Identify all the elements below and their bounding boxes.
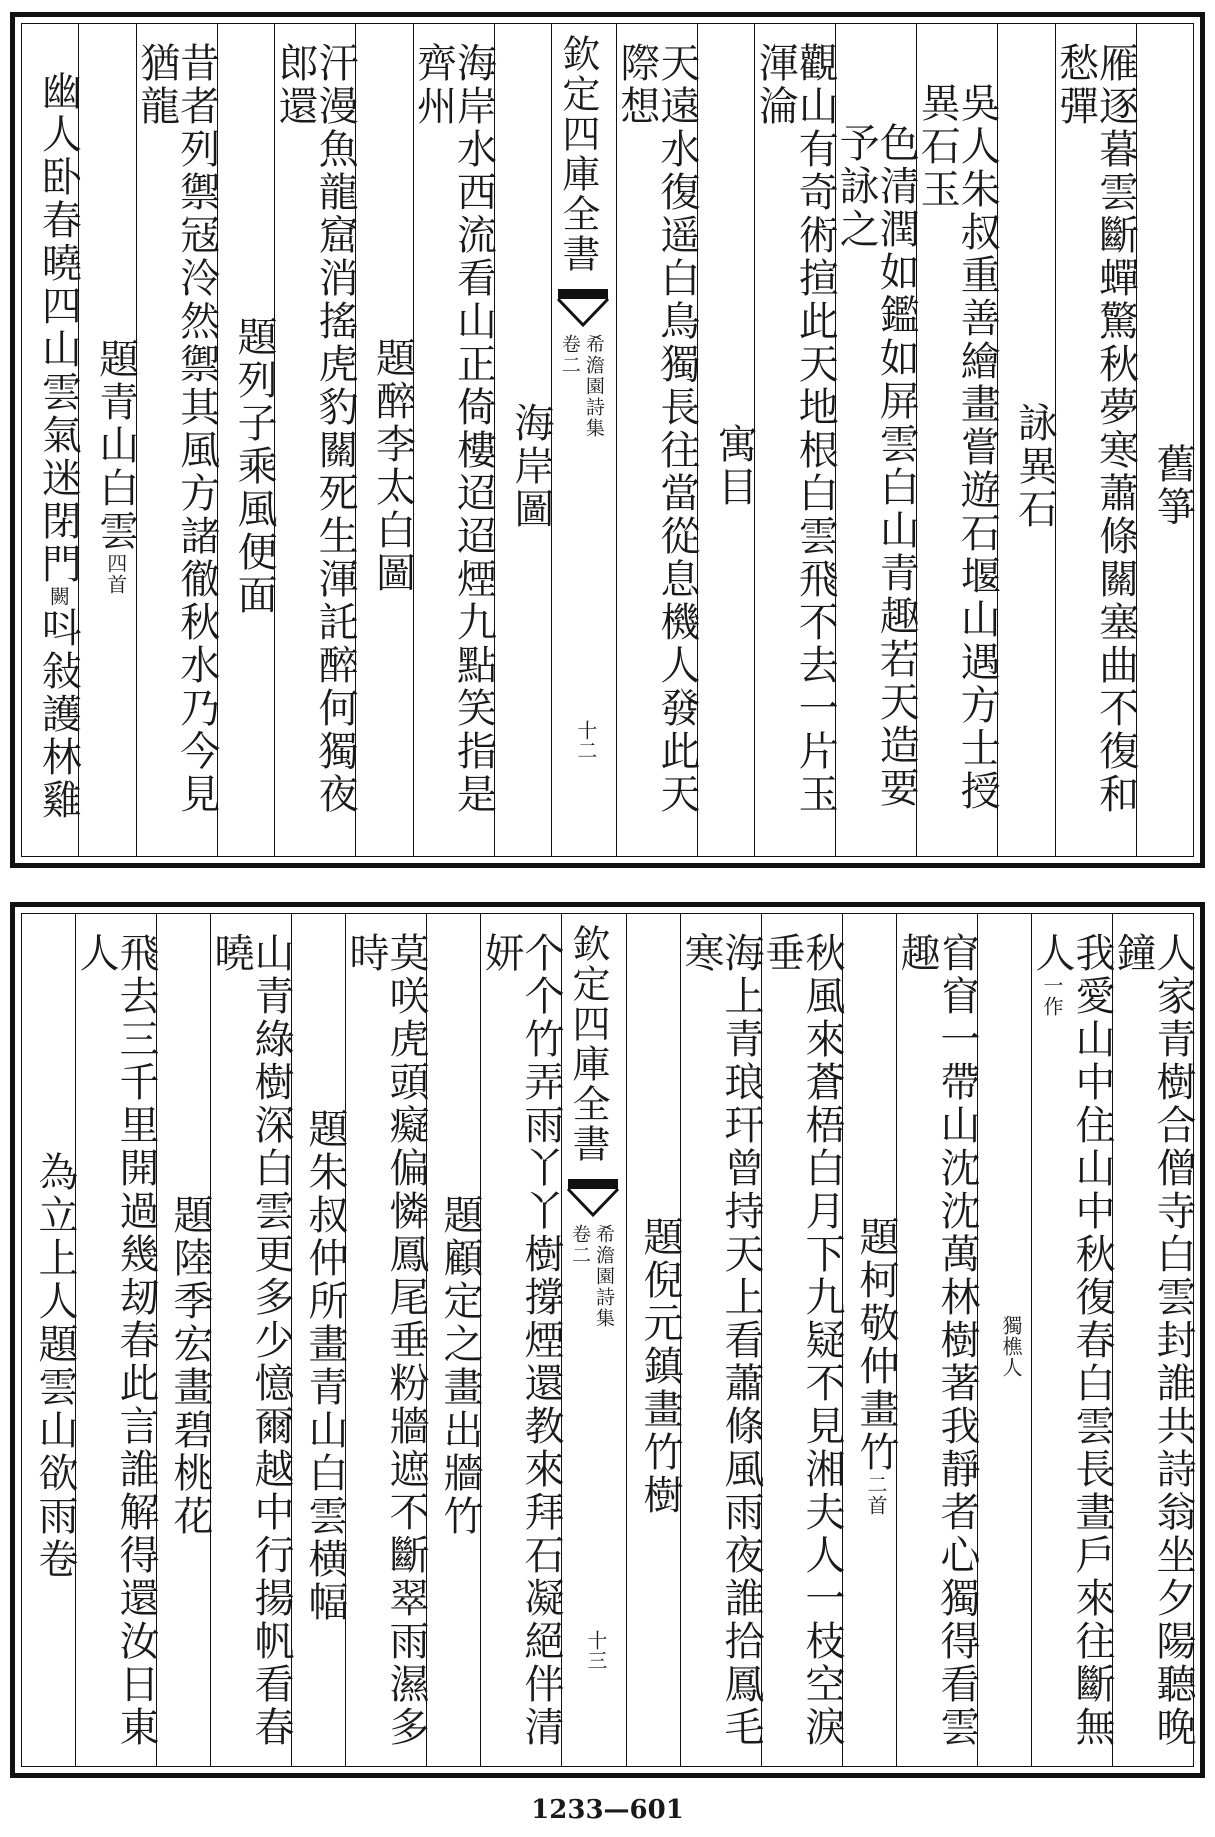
text-column <box>410 24 497 856</box>
column-text-wrap <box>133 42 220 850</box>
text-column <box>1052 24 1139 856</box>
column-text-tail: 呌敍護林雞 <box>35 607 82 822</box>
column-text: 題青山白雲 <box>92 337 139 553</box>
text-column <box>752 24 839 856</box>
annotation-note: 一作 <box>1040 975 1064 1017</box>
text-column <box>914 24 1001 856</box>
column-text: 秋風來蒼梧白月下九疑不見湘夫人一枝空淚垂 <box>759 932 845 1749</box>
column-text: 雁逐暮雲斷蟬驚秋夢寒蕭條關塞曲不復和愁彈 <box>1052 42 1139 816</box>
text-column <box>494 24 554 856</box>
column-text-wrap <box>627 1176 683 1517</box>
column-text: 海上青琅玕曾持天上看蕭條風雨夜誰拾鳳毛寒 <box>678 932 764 1749</box>
text-column <box>426 914 483 1766</box>
text-column <box>1029 914 1115 1766</box>
column-text-wrap <box>698 383 758 509</box>
text-column <box>478 914 564 1766</box>
column-text-wrap <box>478 932 564 1760</box>
text-column <box>291 914 348 1766</box>
column-text-wrap <box>613 42 700 850</box>
column-text-wrap <box>343 932 429 1760</box>
column-text: 吳人朱叔重善繪畫嘗遊石堰山遇方士授異石玉 <box>914 82 1001 813</box>
volume-label: 希澹園詩集 <box>582 334 605 439</box>
fish-tail-mark-icon <box>558 289 608 327</box>
column-text-wrap <box>1052 42 1139 850</box>
annotation-note: 四首 <box>103 552 128 595</box>
top-text-columns <box>21 23 1194 857</box>
text-column <box>355 24 416 856</box>
text-column <box>22 914 78 1766</box>
column-text-wrap <box>759 932 845 1760</box>
text-column <box>833 24 920 856</box>
column-text-wrap <box>272 42 359 850</box>
column-text-wrap <box>752 42 839 850</box>
column-text-wrap <box>998 362 1058 531</box>
text-column <box>133 24 220 856</box>
column-text: 人家青樹合僧寺白雲封誰共詩翁坐夕陽聽晚鐘 <box>1110 932 1196 1749</box>
page-number-footer: 1233—601 <box>531 1795 684 1825</box>
chapter-label: 卷二 <box>569 1224 591 1266</box>
column-text-wrap <box>914 42 1001 850</box>
column-text-wrap <box>79 298 139 595</box>
bottom-text-columns <box>21 913 1194 1767</box>
text-column <box>697 24 758 856</box>
folio-number: 十二 <box>573 720 598 760</box>
column-text: 飛去三千里開過幾刼春此言誰解得還汝日東人 <box>73 932 159 1749</box>
column-text: 寓目 <box>711 423 758 509</box>
column-text: 題列子乘風便面 <box>231 315 278 617</box>
column-text-wrap <box>978 1315 1031 1378</box>
column-text-wrap <box>157 1154 213 1538</box>
annotation-text: 獨樵人 <box>999 1314 1023 1378</box>
bottom-page <box>0 890 1215 1790</box>
text-column <box>678 914 764 1766</box>
column-text-wrap <box>843 1176 899 1516</box>
column-text: 个个竹弄雨丫丫樹撐煙還教來拜石凝絕伴清妍 <box>478 932 564 1749</box>
column-text-wrap <box>22 1111 78 1581</box>
column-text-wrap <box>894 932 980 1760</box>
column-text-wrap <box>356 297 416 595</box>
text-column <box>208 914 294 1766</box>
column-text: 汗漫魚龍窟消搖虎豹關死生渾託醉何獨夜郎還 <box>272 42 359 816</box>
folio-number: 十三 <box>584 1630 608 1670</box>
book-title: 欽定四庫全書 <box>566 924 610 1164</box>
column-text-wrap <box>833 42 920 850</box>
text-column <box>626 914 683 1766</box>
text-column <box>272 24 359 856</box>
column-text-wrap <box>218 276 278 617</box>
text-column <box>613 24 700 856</box>
column-text: 舊箏 <box>1150 443 1196 529</box>
column-text: 我愛山中住山中秋復春白雲長晝戶來往斷無人 <box>1029 932 1115 1749</box>
column-text: 題朱叔仲所畫青山白雲横幅 <box>302 1108 348 1624</box>
top-page-frame <box>10 12 1205 868</box>
column-text: 莫咲虎頭癡偏憐鳳尾垂粉牆遮不斷翠雨濕多時 <box>343 932 429 1749</box>
column-text: 為立上人題雲山欲雨卷 <box>32 1151 78 1581</box>
text-column <box>156 914 213 1766</box>
top-page <box>0 0 1215 880</box>
text-column <box>22 24 82 856</box>
annotation-note: 闕 <box>46 586 71 607</box>
column-text-wrap <box>1029 932 1115 1760</box>
column-text-wrap <box>208 932 294 1760</box>
column-text: 題醉李太白圖 <box>369 337 416 595</box>
column-text: 觀山有奇術揎此天地根白雲飛不去一片玉渾淪 <box>752 42 839 816</box>
text-column <box>343 914 429 1766</box>
column-text: 幽人卧春曉四山雲氣迷閉門 <box>35 70 82 586</box>
column-text: 色清潤如鑑如屏雲白山青趣若天造要予詠之 <box>833 122 920 810</box>
column-text: 詠異石 <box>1011 401 1058 531</box>
text-column <box>78 24 139 856</box>
column-text: 題柯敬仲畫竹 <box>853 1216 899 1474</box>
center-gutter <box>561 914 626 1766</box>
column-text: 題陸季宏畫碧桃花 <box>167 1194 213 1538</box>
column-text-wrap <box>22 70 82 822</box>
column-text: 山青綠樹深白雲更多少憶爾越中行揚帆看春曉 <box>208 932 294 1749</box>
text-column <box>1110 914 1196 1766</box>
column-text: 題顧定之畫出牆竹 <box>437 1194 483 1538</box>
fish-tail-mark-icon <box>568 1179 618 1217</box>
center-gutter <box>551 24 616 856</box>
text-column <box>894 914 980 1766</box>
chapter-label: 卷二 <box>558 334 581 376</box>
column-text: 題倪元鎮畫竹樹 <box>637 1215 683 1517</box>
column-text-wrap <box>1110 932 1196 1760</box>
column-text: 海岸水西流看山正倚樓迢迢煙九點笑指是齊州 <box>410 42 497 816</box>
column-text-wrap <box>1137 363 1196 529</box>
column-text-wrap <box>678 932 764 1760</box>
column-text-wrap <box>292 1068 348 1624</box>
book-title: 欽定四庫全書 <box>555 34 600 274</box>
text-column <box>1136 24 1196 856</box>
column-text: 窅窅一帶山沈沈萬林樹著我靜者心獨得看雲趣 <box>894 932 980 1749</box>
annotation-note: 二首 <box>864 1474 888 1516</box>
text-column <box>842 914 899 1766</box>
column-text: 天遠水復遥白鳥獨長往當從息機人發此天際想 <box>613 42 700 816</box>
text-column <box>977 914 1031 1766</box>
column-text: 海岸圖 <box>507 401 554 531</box>
text-column <box>997 24 1058 856</box>
text-column <box>73 914 159 1766</box>
column-text-wrap <box>427 1154 483 1538</box>
text-column <box>759 914 845 1766</box>
column-text-wrap <box>410 42 497 850</box>
column-text: 昔者列禦冦泠然禦其風方諸徹秋水乃今見猶龍 <box>133 42 220 816</box>
volume-label: 希澹園詩集 <box>593 1224 615 1329</box>
column-text-wrap <box>495 362 554 531</box>
text-column <box>217 24 278 856</box>
bottom-page-frame <box>10 902 1205 1778</box>
column-text-wrap <box>73 932 159 1760</box>
